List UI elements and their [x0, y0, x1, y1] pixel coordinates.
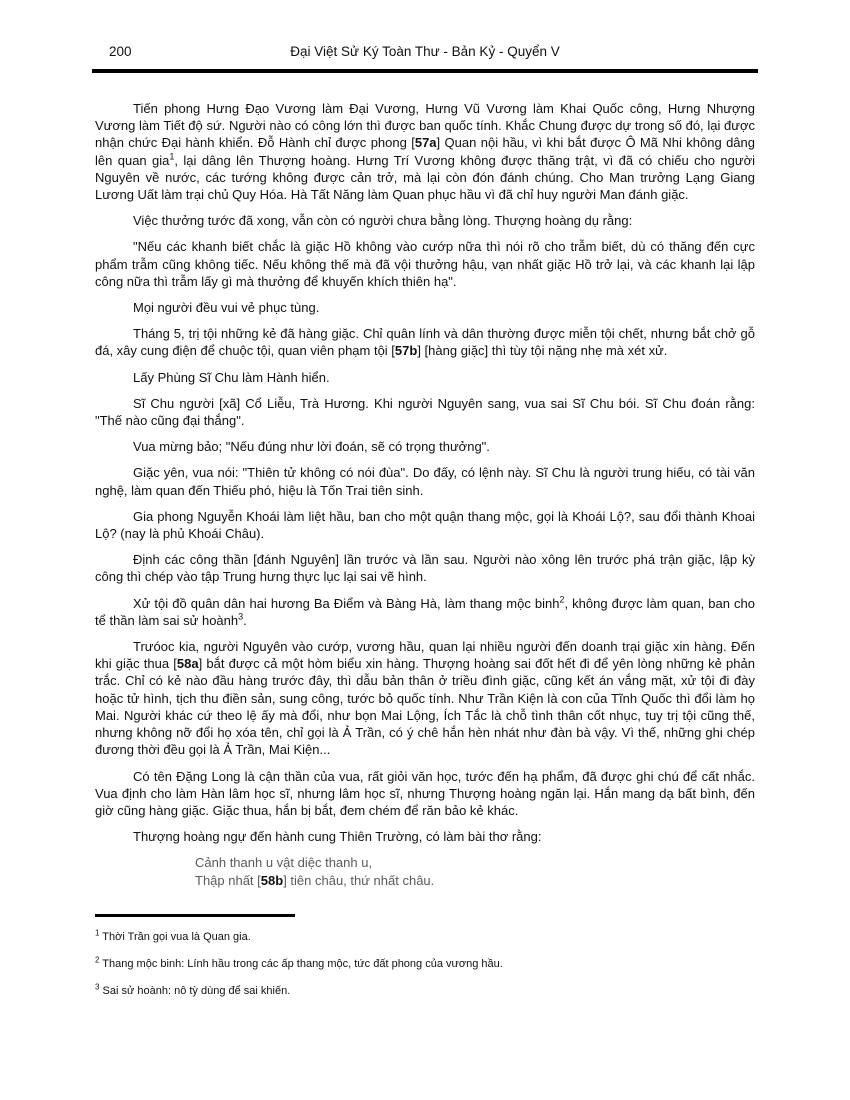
footnote: $^3$ Sai sử hoành: nô tỳ dùng để sai khiến. — [95, 982, 291, 997]
folio-reference: 58b — [260, 872, 284, 888]
text-run: . — [243, 612, 247, 628]
paragraph — [95, 638, 755, 758]
paragraph — [95, 551, 755, 585]
footnote-marker: 3 — [95, 982, 100, 992]
text-run: Xử tội đồ quân dân hai hương Ba Điểm và Bàng Hà, làm thang mộc binh — [133, 595, 560, 611]
text-run: Việc thưởng tước đã xong, vẫn còn có người chưa bằng lòng. Thượng hoàng dụ rằng: — [133, 213, 633, 229]
paragraph — [95, 508, 755, 542]
header-rule — [92, 69, 758, 73]
footnotes-section — [95, 914, 755, 998]
text-run: Tháng 5, trị tội những kẻ đã hàng giặc. Chỉ quân lính và dân thường được miễn tội chết, nhưng bắt chở gỗ đá, xây cung điện để chuộc tội, quan viên phạm tội [ — [95, 326, 755, 359]
text-run: "Nếu các khanh biết chắc là giặc Hồ không vào cướp nữa thì nói rõ cho trẫm biết, dù có thăng đến cực phẩm trẫm cũng không tiếc. Nếu không thế mà đã vội thưởng hậu, vạn nhất giặc Hồ trở lại, và các khanh lại lập công nữa thì trẫm lấy gì mà thưởng để khuyến khích thiên hạ". — [95, 239, 755, 289]
footnote-marker: 2 — [95, 955, 100, 965]
footnote-marker: 1 — [169, 151, 175, 162]
folio-reference: 57b — [394, 343, 418, 359]
footnotes-list — [95, 930, 755, 998]
text-run: Sĩ Chu người [xã] Cổ Liễu, Trà Hương. Khi người Nguyên sang, vua sai Sĩ Chu bói. Sĩ Chu đoán rằng: "Thế nào cũng đại thắng". — [95, 395, 755, 429]
poem-line — [195, 854, 755, 871]
footnote: $^1$ Thời Trần gọi vua là Quan gia. — [95, 928, 251, 943]
text-run: Thập nhất [ — [195, 872, 261, 888]
paragraph — [95, 395, 755, 429]
page-title: Đại Việt Sử Ký Toàn Thư - Bản Kỷ - Quyển V — [290, 44, 560, 59]
text-run: Cảnh thanh u vật diệc thanh u, — [195, 855, 373, 871]
paragraph — [95, 299, 755, 316]
paragraph — [95, 595, 755, 629]
paragraph — [95, 768, 755, 820]
text-run: ] bắt được cả một hòm biểu xin hàng. Thượng hoàng sai đốt hết đi để yên lòng những kẻ phản trắc. Chỉ có kẻ nào đầu hàng trước đây, thì dẫu bản thân ở triều đình giặc, cũng kết án vắng mặt, xử tội đi đày hoặc tử hình, tịch thu điền sản, sung công, tước bỏ quốc tính. Như Trần Kiện là con của Tĩnh Quốc thì đổi làm họ Mai. Người khác cứ theo lệ ấy mà đổi, như bọn Mai Lộng, Ích Tắc là chỗ tình thân cốt nhục, tuy trị tội cũng thế, nhưng không nỡ đổi họ xóa tên, chỉ gọi là Ả Trần, có ý chê hắn hèn nhát như đàn bà vậy. Vì thế, những ghi chép đương thời đều gọi là Ả Trần, Mai Kiện... — [95, 656, 755, 758]
folio-reference: 58a — [176, 656, 199, 672]
text-run: Trưóoc kia, người Nguyên vào cướp, vương hầu, quan lại nhiều người đến doanh trại giặc xin hàng. Đến khi giặc thua [ — [95, 639, 755, 672]
page-number: 200 — [109, 44, 132, 59]
poem-line — [195, 872, 755, 889]
footnote-marker: 2 — [559, 594, 565, 605]
text-run: Gia phong Nguyễn Khoái làm liệt hầu, ban cho một quận thang mộc, gọi là Khoái Lộ?, sau đổi thành Khoai Lộ? (nay là phủ Khoái Châu). — [95, 508, 755, 542]
footnote-separator — [95, 914, 295, 917]
text-run: ] [hàng giặc] thì tùy tội nặng nhẹ mà xét xử. — [417, 343, 668, 359]
text-run: , lại dâng lên Thượng hoàng. Hưng Trí Vương không được thăng trật, vì đã có chiếu cho người Nguyên về nước, các tướng không được cản trở, mà lại còn đón đánh chúng. Cho Man trưởng Lạng Giang Lương Uất làm trại chủ Quy Hóa. Hà Tất Năng làm Quan phục hầu vì đã chỉ huy người Man đánh giặc. — [95, 152, 756, 203]
paragraph — [95, 828, 755, 845]
paragraph — [95, 438, 755, 455]
paragraph — [95, 369, 755, 386]
text-run: ] tiên châu, thứ nhất châu. — [283, 872, 435, 888]
text-run: Mọi người đều vui vẻ phục tùng. — [133, 300, 320, 316]
paragraph — [95, 212, 755, 229]
text-run: Lấy Phùng Sĩ Chu làm Hành hiển. — [133, 369, 330, 385]
text-run: Tiến phong Hưng Đạo Vương làm Đại Vương, Hưng Vũ Vương làm Khai Quốc công, Hưng Nhượng Vương làm Tiết độ sứ. Người nào có công lớn thì được ban quốc tính. Khắc Chung được dự trong số đó, lại được nhận chức Đại hành khiển. Đỗ Hành chỉ được phong [ — [95, 101, 755, 151]
text-run: Có tên Đặng Long là cận thần của vua, rất giỏi văn học, tước đến hạ phẩm, đã được ghi chú để cất nhắc. Vua định cho làm Hàn lâm học sĩ, nhưng lâm học sĩ, nhưng Thượng hoàng ngăn lại. Hắn mang dạ bất bình, đến giờ cũng hàng giặc. Giặc thua, hắn bị bắt, đem chém để răn bảo kẻ khác. — [95, 768, 755, 818]
text-run: Giặc yên, vua nói: "Thiên tử không có nói đùa". Do đấy, có lệnh này. Sĩ Chu là người trung hiếu, có tài văn nghệ, làm quan đến Thiếu phó, hiệu là Tốn Trai tiên sinh. — [95, 465, 755, 498]
page-header — [95, 0, 755, 64]
document-body — [95, 100, 755, 889]
folio-reference: 57a — [414, 135, 437, 151]
text-run: , không được làm quan, ban cho tể thần làm sai sử hoành — [95, 595, 755, 628]
text-run: Thượng hoàng ngự đến hành cung Thiên Trường, có làm bài thơ rằng: — [133, 829, 542, 845]
paragraph — [95, 100, 755, 203]
paragraph — [95, 464, 755, 498]
footnote-marker: 1 — [95, 928, 100, 938]
text-run: Định các công thần [đánh Nguyên] lần trước và lần sau. Người nào xông lên trước phá trận giặc, lập kỳ công thì chép vào tập Trung hưng thực lục lại sai vẽ hình. — [95, 552, 755, 585]
paragraph — [95, 238, 755, 290]
footnote: $^2$ Thang mộc binh: Lính hầu trong các ấp thang mộc, tức đất phong của vương hầu. — [95, 955, 503, 970]
footnote-marker: 3 — [238, 611, 244, 622]
text-run: Vua mừng bảo; "Nếu đúng như lời đoán, sẽ có trọng thưởng". — [133, 439, 490, 455]
paragraph — [95, 325, 755, 359]
text-run: ] Quan nội hầu, vì khi bắt được Ô Mã Nhi không dâng lên quan gia — [95, 135, 755, 168]
